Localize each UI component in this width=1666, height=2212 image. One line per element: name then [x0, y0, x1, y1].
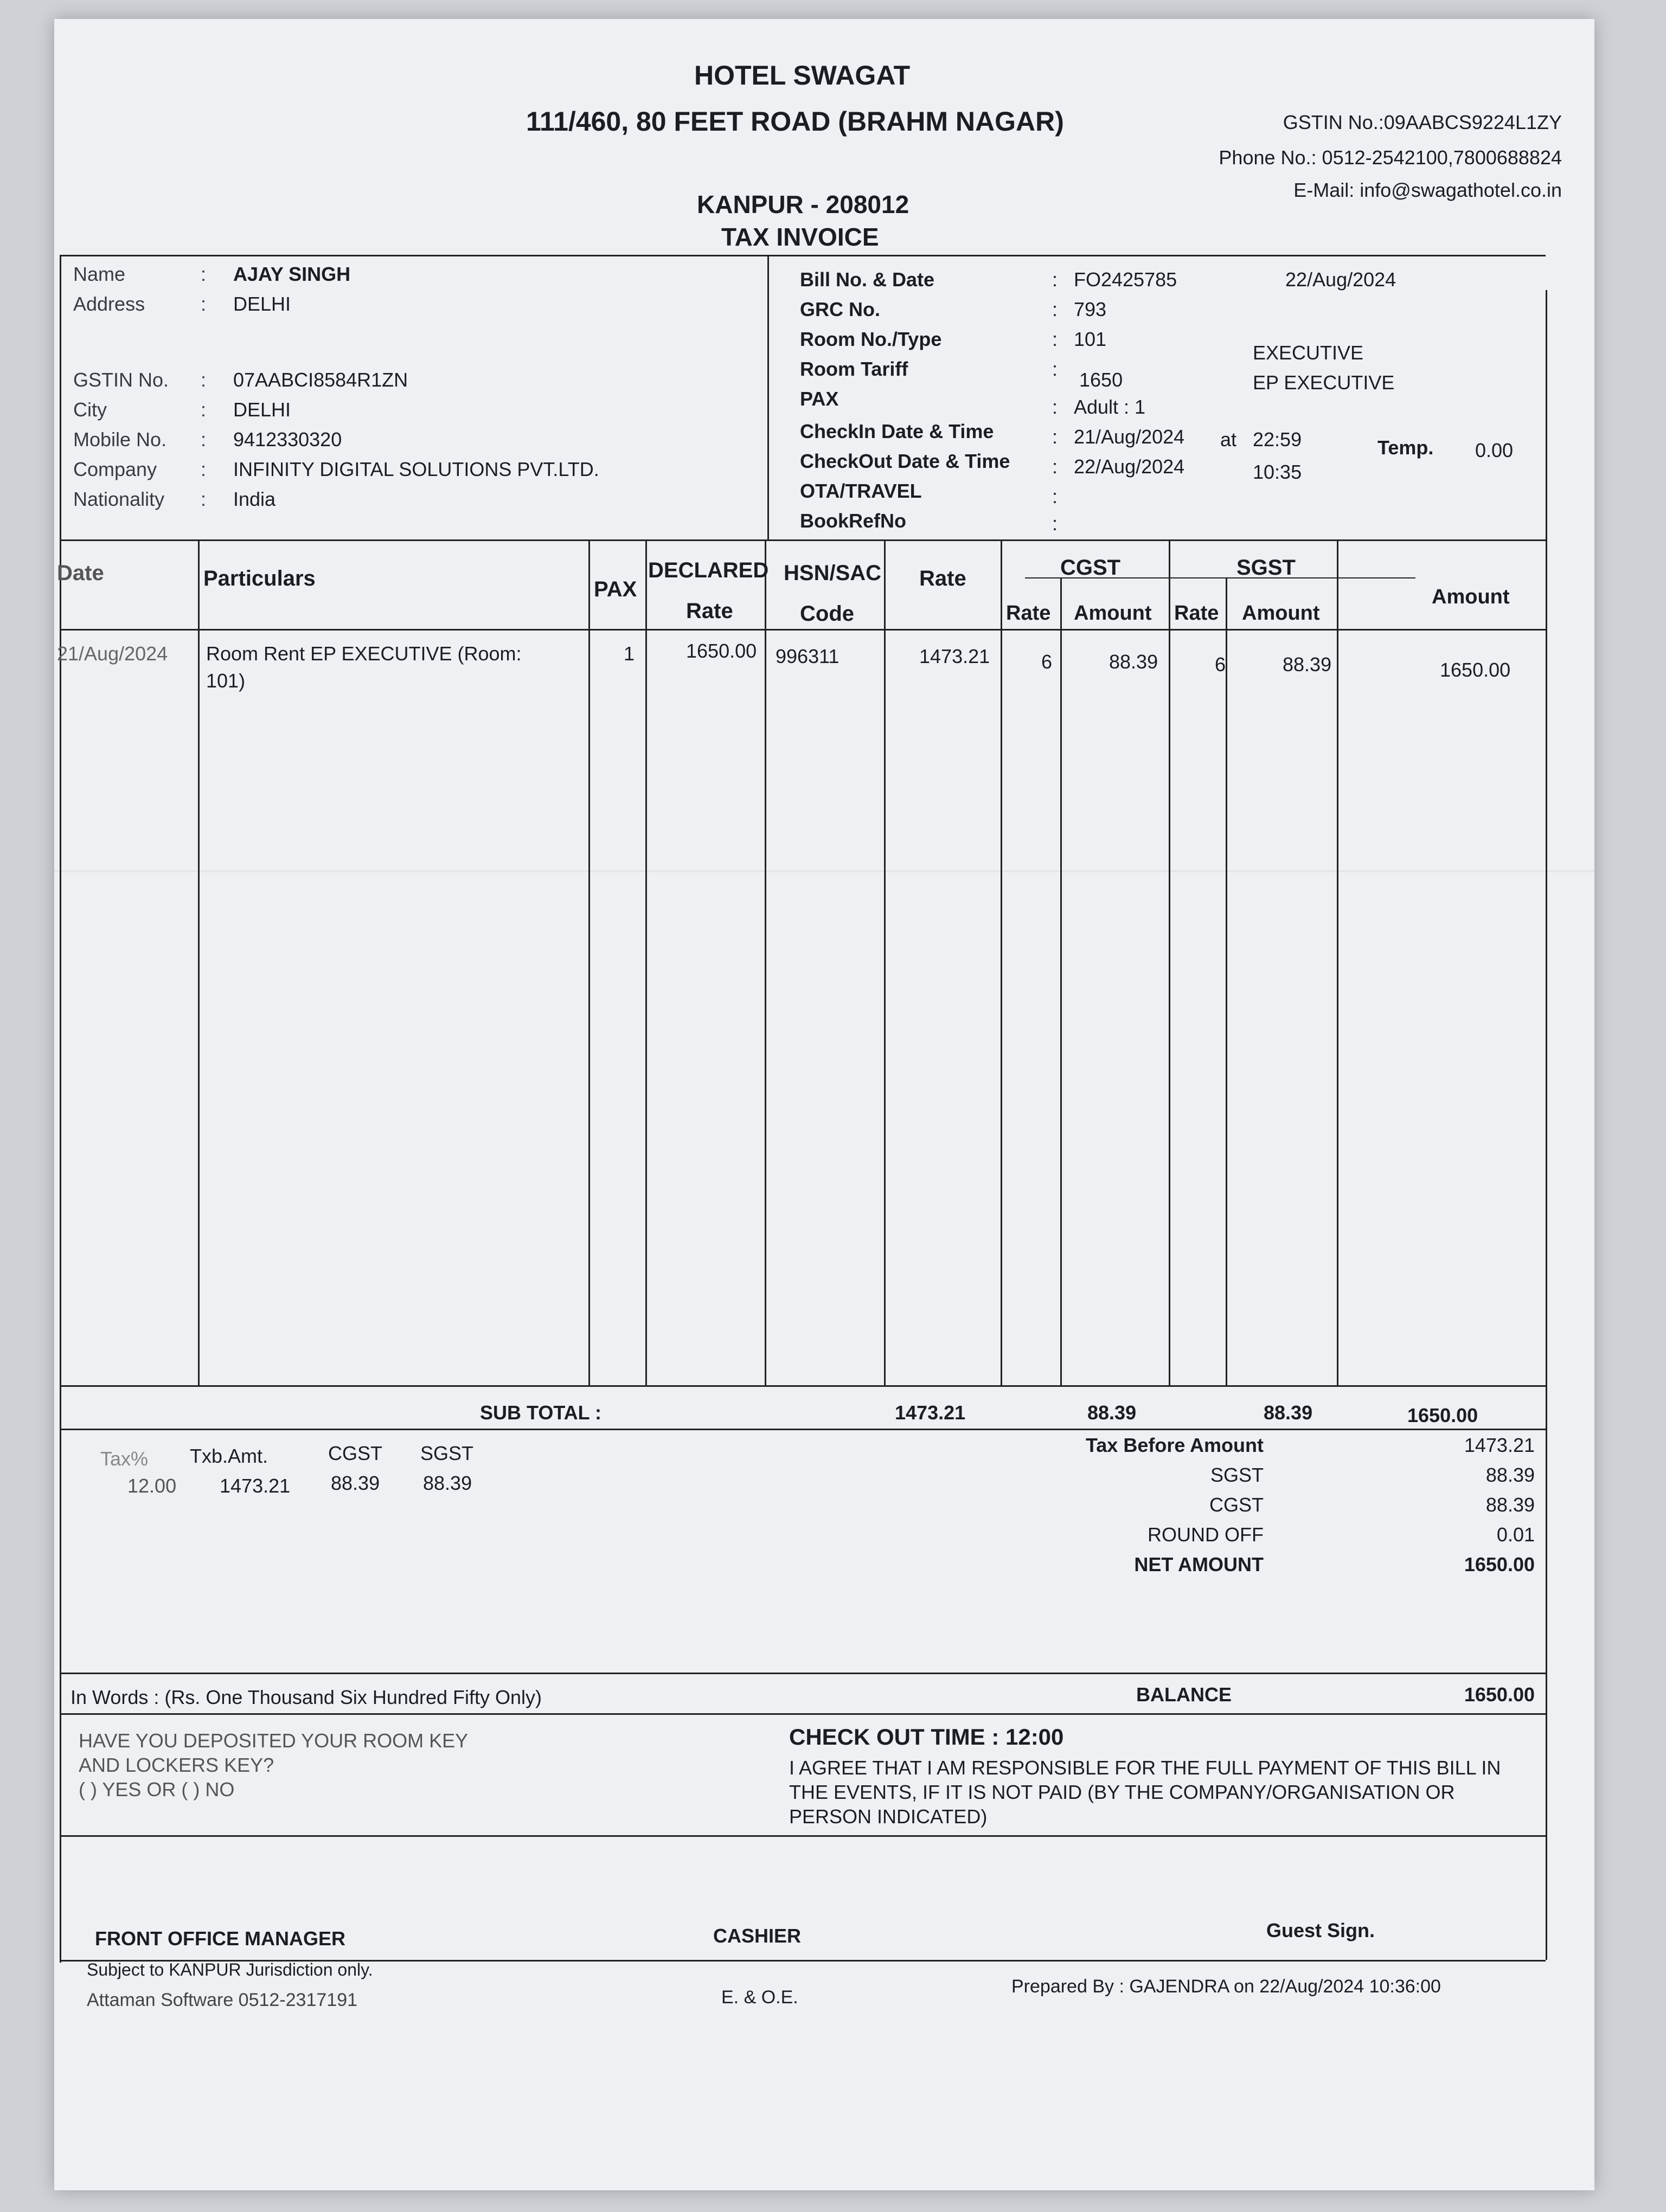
at-label: at	[1220, 428, 1237, 451]
room-type: EXECUTIVE	[1253, 342, 1364, 364]
col-declared: DECLARED	[648, 558, 769, 582]
row-sgst-amount: 88.39	[1283, 653, 1332, 676]
subtotal-label: SUB TOTAL :	[480, 1401, 601, 1424]
col-pax: PAX	[594, 577, 637, 601]
total-value: 88.39	[1485, 1464, 1535, 1486]
row-cgst-rate: 6	[1041, 651, 1053, 673]
tax-value: 88.39	[423, 1472, 472, 1494]
row-rate: 1473.21	[919, 645, 990, 667]
tax-header: Tax%	[100, 1448, 149, 1470]
guest-label: GSTIN No.	[73, 369, 169, 391]
checkin-time: 22:59	[1253, 428, 1302, 451]
row-pax: 1	[624, 642, 635, 665]
col-cgst: CGST	[1060, 556, 1121, 580]
tax-value: 12.00	[127, 1475, 177, 1497]
bill-label: BookRefNo	[800, 510, 906, 532]
guest-nationality: India	[233, 488, 276, 510]
tax-header: Txb.Amt.	[190, 1445, 268, 1467]
row-declared-rate: 1650.00	[686, 640, 757, 662]
hotel-email: E-Mail: info@swagathotel.co.in	[1293, 179, 1562, 201]
subtotal-amount: 1650.00	[1407, 1404, 1478, 1426]
bill-label: OTA/TRAVEL	[800, 480, 922, 502]
key-note: AND LOCKERS KEY?	[79, 1754, 274, 1776]
bill-label: PAX	[800, 388, 839, 410]
balance-label: BALANCE	[1136, 1683, 1232, 1706]
checkout-time-note: CHECK OUT TIME : 12:00	[789, 1724, 1064, 1750]
row-particulars: Room Rent EP EXECUTIVE (Room:	[206, 642, 522, 665]
subtotal-rate: 1473.21	[895, 1401, 966, 1424]
hotel-name: HOTEL SWAGAT	[694, 60, 911, 91]
guest-company: INFINITY DIGITAL SOLUTIONS PVT.LTD.	[233, 458, 599, 480]
bill-label: Room No./Type	[800, 328, 942, 350]
col-rate: Rate	[919, 567, 966, 590]
guest-mobile: 9412330320	[233, 428, 342, 451]
col-sgst-amount: Amount	[1242, 602, 1320, 625]
guest-label: Mobile No.	[73, 428, 167, 451]
checkout-date: 22/Aug/2024	[1074, 455, 1185, 478]
col-hsn-code: Code	[800, 602, 854, 626]
hotel-gstin: GSTIN No.:09AABCS9224L1ZY	[1283, 111, 1562, 133]
footer-software: Attaman Software 0512-2317191	[87, 1990, 358, 2010]
tax-header: CGST	[328, 1442, 383, 1464]
row-sgst-rate: 6	[1215, 653, 1226, 676]
balance-value: 1650.00	[1464, 1683, 1535, 1706]
signature-cashier: CASHIER	[713, 1925, 802, 1947]
grc-number: 793	[1074, 298, 1107, 320]
subtotal-line	[60, 1429, 1546, 1430]
col-amount: Amount	[1432, 586, 1510, 608]
info-divider	[767, 255, 769, 539]
guest-label: Nationality	[73, 488, 165, 510]
guest-label: Company	[73, 458, 157, 480]
key-note: HAVE YOU DEPOSITED YOUR ROOM KEY	[79, 1729, 469, 1752]
col-cgst-amount: Amount	[1074, 602, 1152, 625]
guest-address: DELHI	[233, 293, 291, 315]
temp-value: 0.00	[1475, 439, 1514, 461]
total-label: CGST	[1209, 1494, 1264, 1516]
total-label: ROUND OFF	[1148, 1523, 1264, 1546]
col-declared-rate: Rate	[686, 599, 733, 623]
col-sgst: SGST	[1236, 556, 1296, 580]
tariff-plan: EP EXECUTIVE	[1253, 371, 1395, 394]
guest-city: DELHI	[233, 398, 291, 421]
top-border	[60, 255, 1546, 256]
pax-value: Adult : 1	[1074, 396, 1146, 418]
guest-name: AJAY SINGH	[233, 263, 351, 285]
bill-number: FO2425785	[1074, 268, 1177, 291]
invoice-paper: HOTEL SWAGAT 111/460, 80 FEET ROAD (BRAHM NAGAR) KANPUR - 208012 TAX INVOICE GSTIN No.:09AABCS9224L1ZY Phone No.: 0512-2542100,7800688824 E-Mail: info@swagathotel.co.in Name : AJAY SINGH Address : DELHI GSTIN No. : 07AABCI8584R1ZN City : DELHI Mobile No. : 9412330320 Company : INFINITY DIGITAL SOLUTIONS PVT.LTD. Nationality : India Bill No. & Date : FO2425785 22/Aug/2024 GRC No. : 793 Room No./Type : 101 EXECUTIVE Room Tariff : 1650 EP EXECUTIVE PAX : Adult : 1 CheckIn Date & Time : 21/Aug/2024 at 22:59 Temp. 0.00 CheckOut Date & Time : 22/Aug/2024 10:35 OTA/TRAVEL : BookRefNo : Date Particulars PAX DECLARED Rate HSN/SAC Code Rate CGST Rate Amount SGST Rate Amount Amount 21/Aug/2024 Room Rent EP EXECUTIVE (Room: 101) 1 1650.00 996311 1473.21 6 88.39 6 88.39 1650.00 SUB TOTAL : 1473.21 88.39 88.39 1650.00 Tax% Txb.Amt. CGST SGST 12.00 1473.21 88.39 88.39 Tax Before Amount 1473.21 SGST 88.39 CGST 88.39 ROUND OFF 0.01 NET AMOUNT 1650.00 In Words : (Rs. One Thousand Six Hundred Fifty Only) BALANCE 1650.00 HAVE YOU DEPOSITED YOUR ROOM KEY AND LOCKERS KEY? ( ) YES OR ( ) NO CHECK OUT TIME : 12:00 I AGREE THAT I AM RESPONSIBLE FOR THE FULL PAYMENT OF THIS BILL IN THE EVENTS, IF IT IS NOT PAID (BY THE COMPANY/ORGANISATION OR PERSON INDICATED) FRONT OFFICE MANAGER CASHIER Guest Sign. Subject to KANPUR Jurisdiction only. Attaman Software 0512-2317191 E. & O.E. Prepared By : GAJENDRA on 22/Aug/2024 10:36:00	[54, 19, 1594, 2190]
col-date: Date	[57, 561, 104, 585]
footer-prepared: Prepared By : GAJENDRA on 22/Aug/2024 10:36:00	[1011, 1976, 1441, 1997]
amount-in-words: In Words : (Rs. One Thousand Six Hundred Fifty Only)	[71, 1686, 542, 1708]
row-particulars-cont: 101)	[206, 670, 246, 692]
guest-label: City	[73, 398, 107, 421]
checkout-time: 10:35	[1253, 461, 1302, 483]
bill-label: CheckIn Date & Time	[800, 420, 994, 442]
col-cgst-rate: Rate	[1006, 602, 1051, 625]
table-bottom-line	[60, 1385, 1546, 1387]
tax-value: 1473.21	[220, 1475, 291, 1497]
total-value: 0.01	[1496, 1523, 1535, 1546]
footer-jurisdiction: Subject to KANPUR Jurisdiction only.	[87, 1960, 373, 1979]
guest-label: Name	[73, 263, 126, 285]
agreement-text: PERSON INDICATED)	[789, 1805, 988, 1828]
total-value: 1473.21	[1464, 1434, 1535, 1456]
agreement-text: I AGREE THAT I AM RESPONSIBLE FOR THE FULL PAYMENT OF THIS BILL IN	[789, 1757, 1501, 1779]
tax-value: 88.39	[331, 1472, 380, 1494]
temp-label: Temp.	[1377, 436, 1434, 459]
bill-label: Bill No. & Date	[800, 268, 935, 291]
row-date: 21/Aug/2024	[57, 642, 168, 665]
left-border	[60, 255, 61, 1963]
signature-manager: FRONT OFFICE MANAGER	[95, 1927, 345, 1950]
room-tariff: 1650	[1079, 369, 1123, 391]
col-sgst-rate: Rate	[1174, 602, 1219, 625]
hotel-city: KANPUR - 208012	[697, 190, 909, 218]
col-hsn: HSN/SAC	[784, 561, 882, 585]
total-label: SGST	[1210, 1464, 1264, 1486]
document-title: TAX INVOICE	[721, 223, 879, 251]
total-value: 88.39	[1485, 1494, 1535, 1516]
table-header-line	[60, 629, 1546, 631]
bill-date: 22/Aug/2024	[1285, 268, 1396, 291]
subtotal-cgst: 88.39	[1087, 1401, 1137, 1424]
guest-label: Address	[73, 293, 145, 315]
total-label: Tax Before Amount	[1085, 1434, 1264, 1456]
footer-eoe: E. & O.E.	[721, 1987, 798, 2008]
table-top-line	[60, 539, 1546, 541]
checkin-date: 21/Aug/2024	[1074, 426, 1185, 448]
right-border	[1546, 290, 1547, 1960]
bill-label: Room Tariff	[800, 358, 908, 380]
subtotal-sgst: 88.39	[1264, 1401, 1313, 1424]
row-amount: 1650.00	[1440, 659, 1511, 681]
col-particulars: Particulars	[203, 567, 316, 590]
agreement-text: THE EVENTS, IF IT IS NOT PAID (BY THE COMPANY/ORGANISATION OR	[789, 1781, 1455, 1803]
net-amount: 1650.00	[1464, 1553, 1535, 1576]
row-cgst-amount: 88.39	[1109, 651, 1158, 673]
hotel-address: 111/460, 80 FEET ROAD (BRAHM NAGAR)	[526, 106, 1064, 137]
bill-label: CheckOut Date & Time	[800, 450, 1010, 472]
hotel-phone: Phone No.: 0512-2542100,7800688824	[1219, 146, 1562, 169]
row-hsn: 996311	[776, 645, 840, 667]
room-number: 101	[1074, 328, 1107, 350]
total-label: NET AMOUNT	[1134, 1553, 1264, 1576]
guest-gstin: 07AABCI8584R1ZN	[233, 369, 408, 391]
bill-label: GRC No.	[800, 298, 880, 320]
key-note: ( ) YES OR ( ) NO	[79, 1778, 235, 1801]
tax-header: SGST	[420, 1442, 474, 1464]
signature-guest: Guest Sign.	[1266, 1919, 1375, 1941]
